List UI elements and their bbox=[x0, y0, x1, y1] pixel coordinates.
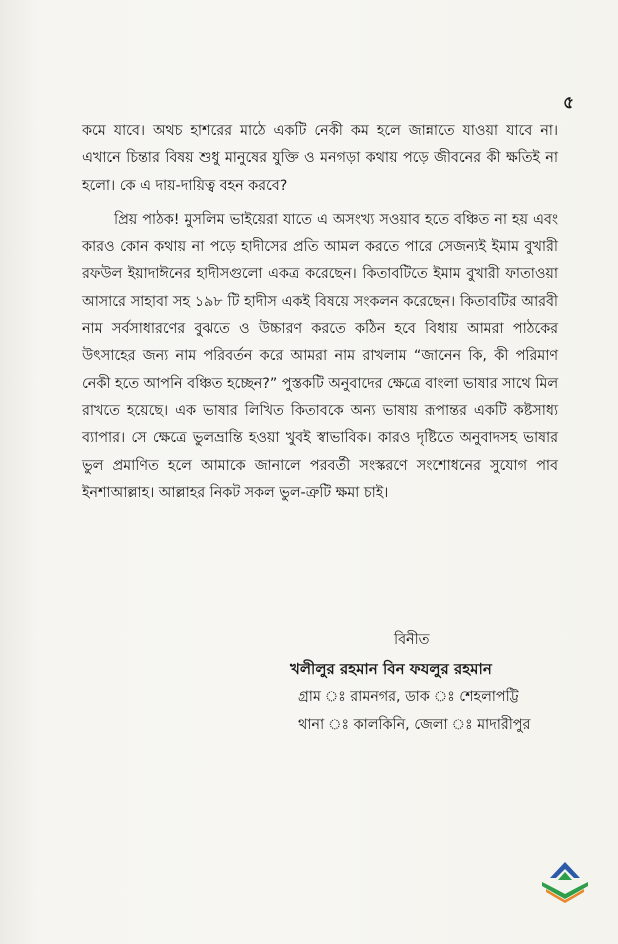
page-number: ৫ bbox=[562, 93, 574, 113]
address-thana-district: থানা ঃ কালকিনি, জেলা ঃ মাদারীপুর bbox=[298, 717, 531, 733]
paragraph-2: প্রিয় পাঠক! মুসলিম ভাইয়েরা যাতে এ অসংখ্য সওয়াব হতে বঞ্চিত না হয় এবং কারও কোন কথায় না পড়ে হাদীসের প্রতি আমল করতে পারে সেজন্যই ইমাম বুখারী রফউল ইয়াদাঈনের হাদীসগুলো একত্র করেছেন। কিতাবটিতে ইমাম বুখারী ফাতাওয়া আসারে সাহাবা সহ ১৯৮ টি হাদীস একই বিষয়ে সংকলন করেছেন। কিতাবটির আরবী নাম সর্বসাধারণের বুঝতে ও উচ্চারণ করতে কঠিন হবে বিধায় আমরা পাঠকের উৎসাহের জন্য নাম পরিবর্তন করে আমরা নাম রাখলাম “জানেন কি, কী পরিমাণ নেকী হতে আপনি বঞ্চিত হচ্ছেন?” পুস্তকটি অনুবাদের ক্ষেত্রে বাংলা ভাষার সাথে মিল রাখতে হয়েছে। এক ভাষার লিখিত কিতাবকে অন্য ভাষায় রূপান্তর একটি কষ্টসাধ্য ব্যাপার। সে ক্ষেত্রে ভুলভ্রান্তি হওয়া খুবই স্বাভাবিক। কারও দৃষ্টিতে অনুবাদসহ ভাষার ভুল প্রমাণিত হলে আমাকে জানালে পরবর্তী সংস্করণে সংশোধনের সুযোগ পাব ইনশাআল্লাহ। আল্লাহর নিকট সকল ভুল-ত্রুটি ক্ষমা চাই। bbox=[82, 211, 558, 501]
paragraph-1: কমে যাবে। অথচ হাশরের মাঠে একটি নেকী কম হলে জান্নাতে যাওয়া যাবে না। এখানে চিন্তার বিষয় শুধু মানুষের যুক্তি ও মনগড়া কথায় পড়ে জীবনের কী ক্ষতিই না হলো। কে এ দায়-দায়িত্ব বহন করবে? bbox=[82, 123, 558, 194]
publisher-logo-icon bbox=[536, 858, 594, 906]
signature-block bbox=[290, 626, 590, 739]
author-name: খলীলুর রহমান বিন ফযলুর রহমান bbox=[290, 660, 492, 678]
signature-closing: বিনীত bbox=[394, 632, 430, 648]
body-text bbox=[82, 118, 558, 507]
address-village-post: গ্রাম ঃ রামনগর, ডাক ঃ শেহলাপট্টি bbox=[298, 689, 519, 705]
